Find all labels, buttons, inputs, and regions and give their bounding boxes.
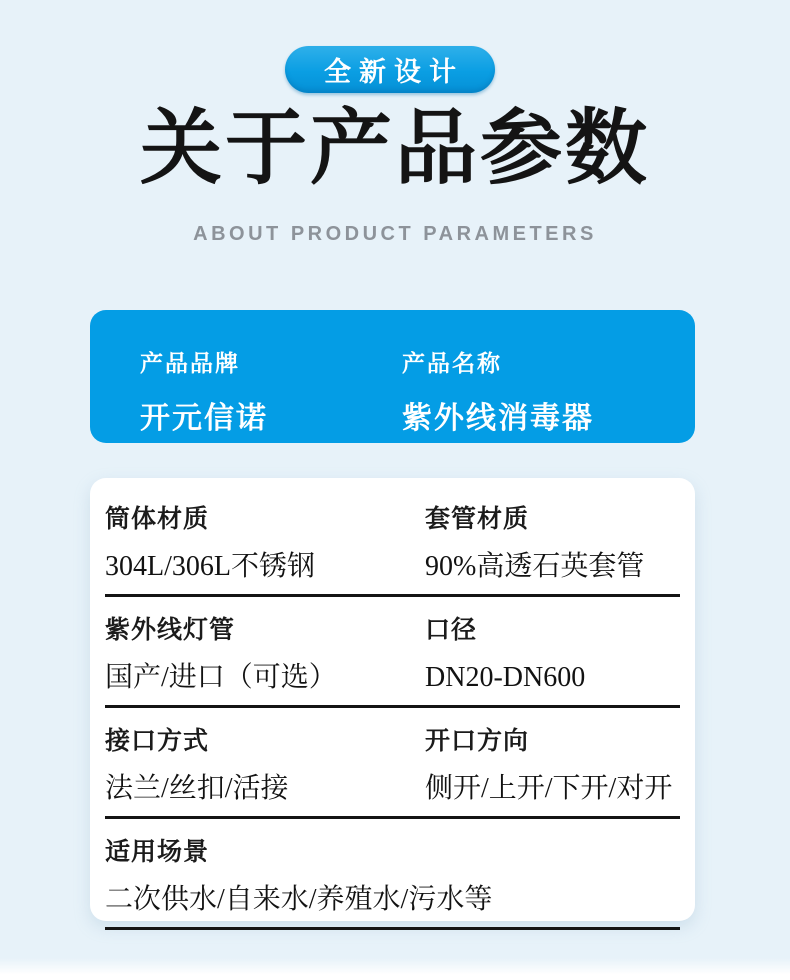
- product-name-label: 产品名称: [402, 350, 502, 376]
- spec-label: 筒体材质: [105, 505, 210, 533]
- spec-label: 开口方向: [425, 727, 530, 755]
- spec-row-scenarios: [105, 819, 680, 930]
- spec-value: 304L/306L不锈钢: [105, 551, 315, 582]
- spec-value: 90%高透石英套管: [425, 551, 645, 582]
- spec-label: 口径: [425, 616, 478, 644]
- brand-card: [90, 310, 695, 443]
- spec-value: 二次供水/自来水/养殖水/污水等: [105, 884, 493, 915]
- product-name-column: [402, 345, 594, 437]
- spec-label: 接口方式: [105, 727, 210, 755]
- ribbon-label: 全新设计: [324, 57, 464, 87]
- spec-cell-sleeve-material: [425, 503, 680, 585]
- spec-cell-uv-lamp: [105, 614, 425, 696]
- spec-cell-scenarios: [105, 836, 680, 918]
- spec-cell-interface-type: [105, 725, 425, 807]
- brand-value: 开元信诺: [140, 402, 268, 435]
- bottom-fade: [0, 958, 790, 980]
- spec-card: [90, 478, 695, 921]
- spec-row-materials: [105, 478, 680, 597]
- spec-value: 国产/进口（可选）: [105, 662, 337, 693]
- spec-value: 法兰/丝扣/活接: [105, 773, 289, 804]
- brand-column: [140, 345, 268, 437]
- page-title: 关于产品参数: [139, 103, 650, 194]
- spec-label: 套管材质: [425, 505, 530, 533]
- spec-value: 侧开/上开/下开/对开: [425, 773, 673, 804]
- spec-cell-opening-direction: [425, 725, 680, 807]
- spec-cell-caliber: [425, 614, 680, 696]
- spec-label: 适用场景: [105, 838, 210, 866]
- page-subtitle: ABOUT PRODUCT PARAMETERS: [193, 223, 597, 245]
- spec-row-connection: [105, 708, 680, 819]
- spec-cell-body-material: [105, 503, 425, 585]
- spec-label: 紫外线灯管: [105, 616, 236, 644]
- spec-row-lamp-caliber: [105, 597, 680, 708]
- brand-label: 产品品牌: [140, 350, 240, 376]
- product-name-value: 紫外线消毒器: [402, 402, 594, 435]
- design-ribbon: [285, 46, 495, 93]
- spec-value: DN20-DN600: [425, 662, 586, 693]
